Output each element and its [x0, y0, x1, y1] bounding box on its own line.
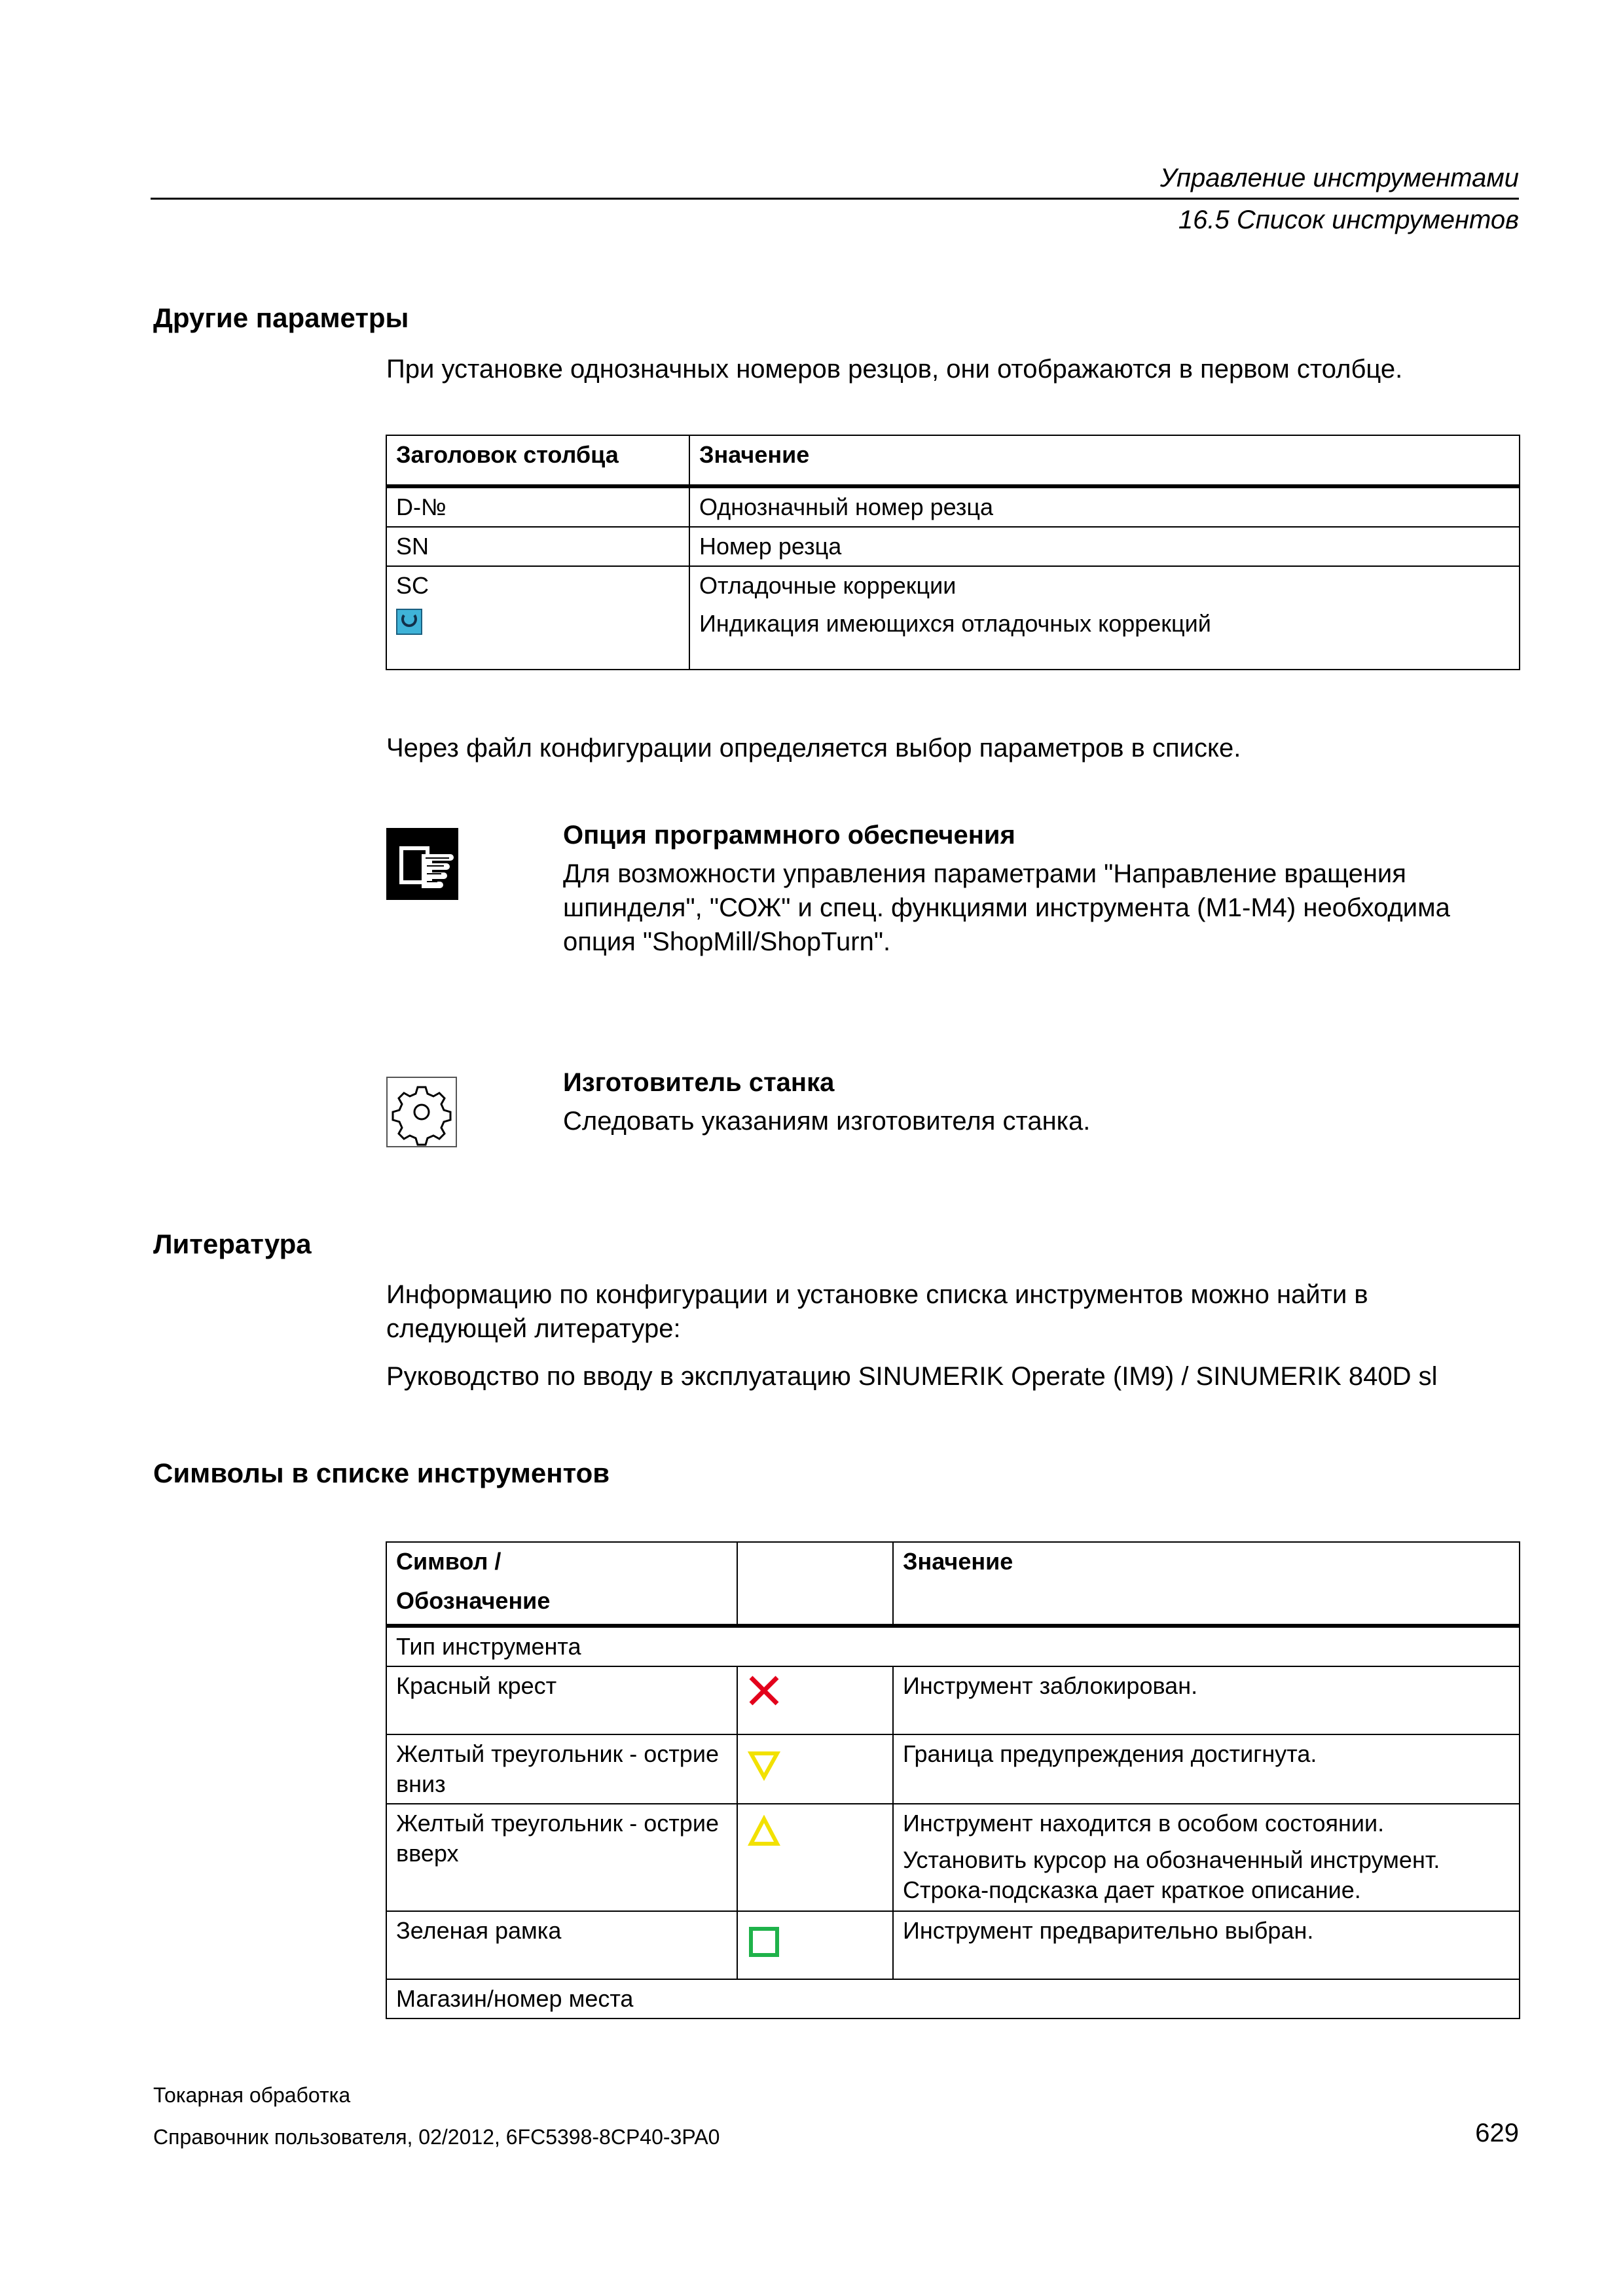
- footer-line1: Токарная обработка: [153, 2083, 351, 2107]
- software-option-title: Опция программного обеспечения: [563, 821, 1015, 850]
- other-params-intro: При установке однозначных номеров резцов, они отображаются в первом столбце.: [386, 355, 1403, 384]
- table-cell: [737, 1911, 893, 1979]
- table-cell-sc: SC: [396, 572, 429, 599]
- table-row: [386, 486, 1520, 527]
- symbols-header-icon: [737, 1542, 893, 1626]
- symbols-header-symbol-line1: Символ /: [396, 1548, 501, 1575]
- header-section: 16.5 Список инструментов: [1178, 206, 1519, 234]
- footer-line2: Справочник пользователя, 02/2012, 6FC5398-8CP40-3PA0: [153, 2125, 720, 2149]
- software-option-text: Для возможности управления параметрами "Направление вращения шпинделя", "СОЖ" и спец. функциями инструмента (M1-M4) необходима опция "ShopMill/ShopTurn".: [563, 859, 1450, 956]
- table-row: [386, 566, 1520, 670]
- table-cell: [689, 566, 1520, 670]
- column-table-header-col: Заголовок столбца: [386, 435, 689, 486]
- literature-text1: Информацию по конфигурации и установке списка инструментов можно найти в следующей литературе:: [386, 1280, 1368, 1343]
- table-cell: Инструмент заблокирован.: [893, 1666, 1520, 1734]
- correction-indicator-icon: [396, 609, 680, 642]
- header-chapter: Управление инструментами: [1159, 164, 1519, 192]
- table-cell: [893, 1804, 1520, 1911]
- gear-icon: [386, 1077, 457, 1147]
- header-rule: [151, 198, 1519, 200]
- table-row: [386, 1626, 1520, 1666]
- symbols-row-value: Инструмент находится в особом состоянии.: [903, 1810, 1385, 1837]
- literature-text2: Руководство по вводу в эксплуатацию SINUMERIK Operate (IM9) / SINUMERIK 840D sl: [386, 1362, 1438, 1391]
- red-cross-icon: [747, 1674, 781, 1708]
- machine-maker-text: Следовать указаниям изготовителя станка.: [563, 1107, 1091, 1136]
- table-cell: Граница предупреждения достигнута.: [893, 1734, 1520, 1804]
- table-cell: Желтый треугольник - острие вверх: [386, 1804, 737, 1911]
- symbols-header-value: Значение: [893, 1542, 1520, 1626]
- symbols-group-tool-type: Тип инструмента: [386, 1626, 1520, 1666]
- table-cell: [386, 566, 689, 670]
- table-cell: Однозначный номер резца: [689, 486, 1520, 527]
- software-option-note: [563, 821, 1519, 959]
- table-cell: Номер резца: [689, 527, 1520, 566]
- column-table-header-value: Значение: [689, 435, 1520, 486]
- green-frame-icon: [747, 1925, 781, 1959]
- symbols-table: [386, 1541, 1520, 2019]
- table-cell: [737, 1804, 893, 1911]
- section-title-symbols: Символы в списке инструментов: [153, 1458, 610, 1488]
- table-cell: Зеленая рамка: [386, 1911, 737, 1979]
- table-cell-sc-value: Отладочные коррекции: [699, 572, 957, 599]
- table-cell: Красный крест: [386, 1666, 737, 1734]
- symbols-row-value2: Установить курсор на обозначенный инструмент. Строка-подсказка дает краткое описание.: [903, 1846, 1440, 1903]
- symbols-group-magazine: Магазин/номер места: [386, 1979, 1520, 2018]
- table-cell: D-№: [386, 486, 689, 527]
- table-row: [386, 1666, 1520, 1734]
- table-cell-icon-value: Индикация имеющихся отладочных коррекций: [699, 610, 1211, 637]
- table-cell: Инструмент предварительно выбран.: [893, 1911, 1520, 1979]
- machine-maker-title: Изготовитель станка: [563, 1068, 835, 1097]
- symbols-header-symbol: [386, 1542, 737, 1626]
- table-cell: Желтый треугольник - острие вниз: [386, 1734, 737, 1804]
- yellow-triangle-down-icon: [747, 1748, 781, 1782]
- table-cell: [737, 1666, 893, 1734]
- table-cell: [737, 1734, 893, 1804]
- table-row: [386, 1804, 1520, 1911]
- table-row: [386, 1734, 1520, 1804]
- table-cell: SN: [386, 527, 689, 566]
- section-title-other-params: Другие параметры: [153, 302, 409, 333]
- yellow-triangle-up-icon: [747, 1815, 781, 1849]
- table-row: [386, 1911, 1520, 1979]
- section-title-literature: Литература: [153, 1229, 312, 1259]
- table-row: [386, 1979, 1520, 2018]
- config-text: Через файл конфигурации определяется выбор параметров в списке.: [386, 734, 1241, 762]
- column-table: [386, 435, 1520, 670]
- page-number: 629: [1475, 2119, 1519, 2147]
- table-row: [386, 527, 1520, 566]
- pointing-hand-icon: [386, 828, 458, 900]
- symbols-header-symbol-line2: Обозначение: [396, 1587, 551, 1614]
- machine-maker-note: [563, 1068, 1519, 1138]
